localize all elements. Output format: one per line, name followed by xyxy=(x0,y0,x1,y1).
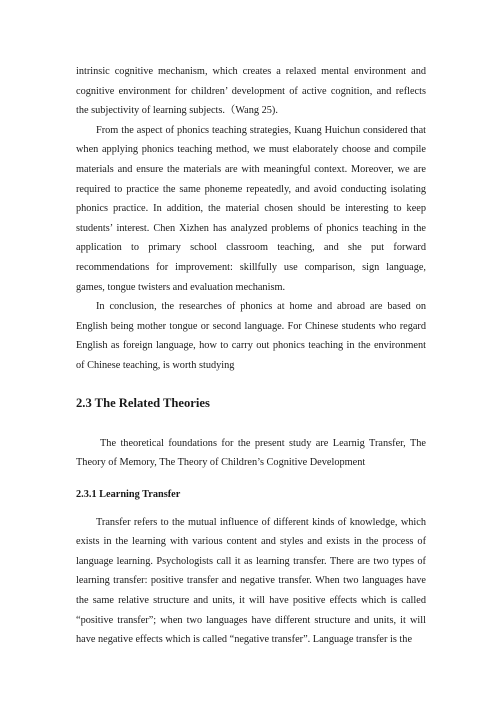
paragraph-theoretical-foundations: The theoretical foundations for the present study are Learnig Transfer, The Theory of Memory, The Theory of Children’s Cognitive Development xyxy=(76,437,426,469)
paragraph-transfer-definition: Transfer refers to the mutual influence of different kinds of knowledge, which exists in the learning with various content and styles and exists in the process of language learning. Psychologists call it as learning transfer. There are two types of learning transfer: positive transfer and negative transfer. When two languages have the same relative structure and units, it will have positive effects which is called “positive transfer”; when two languages have different structure and units, it will have negative effects which is called “negative transfer”. Language transfer is the xyxy=(76,516,426,646)
page-body xyxy=(76,62,426,650)
paragraph-intrinsic-cognitive: intrinsic cognitive mechanism, which creates a relaxed mental environment and cognitive environment for children’ development of active cognition, and reflects the subjectivity of learning subjects.（Wang 25). xyxy=(76,66,426,117)
paragraph-phonics-strategies: From the aspect of phonics teaching strategies, Kuang Huichun considered that when applying phonics teaching method, we must elaborately choose and compile materials and ensure the materials are with meaningful context. Moreover, we are required to practice the same phoneme repeatedly, and avoid conducting isolating phonics practice. In addition, the material chosen should be interesting to keep students’ interest. Chen Xizhen has analyzed problems of phonics teaching in the application to primary school classroom teaching, and she put forward recommendations for improvement: skillfully use comparison, sign language, games, tongue twisters and evaluation mechanism. xyxy=(76,124,426,293)
subsection-heading: 2.3.1 Learning Transfer xyxy=(76,488,181,500)
section-heading: 2.3 The Related Theories xyxy=(76,395,210,410)
paragraph-conclusion: In conclusion, the researches of phonics at home and abroad are based on English being mother tongue or second language. For Chinese students who regard English as foreign language, how to carry out phonics teaching in the environment of Chinese teaching, is worth studying xyxy=(76,301,426,371)
